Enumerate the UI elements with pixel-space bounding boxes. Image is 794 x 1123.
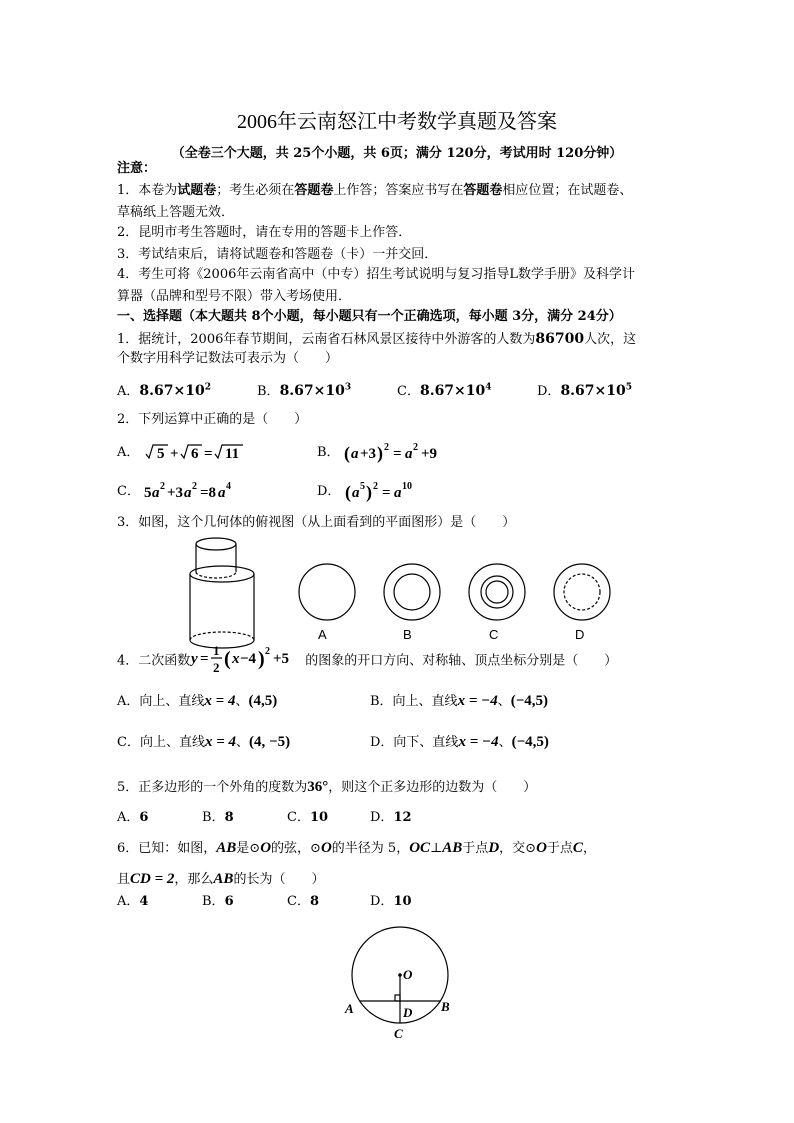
svg-text:4: 4 (226, 480, 232, 492)
svg-text:(: ( (224, 648, 231, 670)
q4-option-b[interactable]: B．向上、直线x = −4、(−4,5) (370, 693, 549, 709)
note-3: 3．考试结束后，请将试题卷和答题卷（卡）一并交回． (117, 247, 438, 262)
svg-text:+3: +3 (167, 484, 184, 501)
svg-text:a: a (184, 484, 192, 501)
svg-text:x: x (232, 651, 240, 667)
svg-text:2: 2 (372, 480, 378, 492)
point-d-label: D (403, 1005, 413, 1020)
svg-text:y: y (191, 651, 198, 667)
q3-label-b: B (403, 627, 412, 642)
note-1-line-2: 草稿纸上答题无效． (117, 205, 235, 220)
q5-option-c[interactable]: C．10 (287, 810, 329, 825)
q1-option-a[interactable]: A．$8.67\times 10^2$ (117, 382, 211, 399)
svg-text:2: 2 (213, 660, 220, 675)
svg-text:2: 2 (192, 480, 198, 492)
q3-label-a: A (318, 627, 327, 642)
q3-label-c: C (489, 627, 499, 642)
q3-label-d: D (575, 627, 585, 642)
svg-text:+9: +9 (420, 445, 437, 462)
q4-function-formula (190, 643, 305, 675)
q5-option-b[interactable]: B．8 (202, 810, 234, 825)
svg-text:−4: −4 (240, 651, 257, 667)
svg-text:2: 2 (265, 646, 271, 657)
q4-stem: 4．二次函数 y = 1 2 ( x −4 ) 2 +5 的图象的开口方向、对称轴、顶点坐标分别是（ ） (117, 643, 618, 675)
q1-stem-line-2: 个数字用科学记数法可表示为（ ） (117, 351, 339, 366)
svg-text:+3: +3 (359, 445, 376, 462)
q4-option-d[interactable]: D．向下、直线x = −4、(−4,5) (370, 734, 549, 750)
svg-text:+: + (169, 445, 179, 462)
svg-text:): ) (376, 442, 383, 463)
q6-option-d[interactable]: D．10 (370, 894, 412, 909)
exam-subtitle: （全卷三个大题，共 25个小题，共 6页；满分 120分，考试用时 120分钟） (171, 146, 623, 161)
q2-formula-d (345, 481, 425, 503)
svg-text:2: 2 (412, 441, 418, 453)
svg-text:): ) (258, 648, 265, 670)
svg-text:5: 5 (359, 480, 365, 492)
q6-stem-line-1: 6．已知：如图，AB是⊙O的弦，⊙O的半径为 5，OC⊥AB于点D，交⊙O于点C， (117, 840, 596, 856)
note-1-line-1: 1．本卷为试题卷；考生必须在答题卷上作答；答案应书写在答题卷相应位置；在试题卷、 (117, 183, 633, 198)
svg-text:2: 2 (383, 441, 389, 453)
option-d-view-figure (550, 560, 615, 625)
point-a-label: A (345, 1001, 354, 1016)
svg-text:2: 2 (160, 480, 166, 492)
q5-option-a[interactable]: A．6 (117, 810, 149, 825)
svg-text:a: a (350, 445, 359, 462)
q2-formula-c (144, 481, 254, 503)
q6-option-a[interactable]: A．4 (117, 894, 149, 909)
note-2: 2．昆明市考生答题时，请在专用的答题卡上作答． (117, 225, 412, 240)
q2-option-b[interactable]: B． ( a +3 ) 2 = a 2 +9 (317, 441, 459, 464)
circle-chord-figure (335, 925, 465, 1045)
svg-text:a: a (152, 484, 160, 501)
q6-stem-line-2: 且CD = 2，那么AB的长为（ ） (117, 871, 325, 887)
q1-option-d[interactable]: D．$8.67\times 10^5$ (537, 382, 633, 399)
point-c-label: C (394, 1026, 403, 1041)
svg-text:=: = (203, 445, 213, 462)
q6-option-b[interactable]: B．6 (202, 894, 234, 909)
svg-text:1: 1 (213, 643, 220, 658)
svg-text:=: = (381, 484, 391, 501)
option-a-view-figure (295, 560, 360, 625)
svg-text:5: 5 (156, 445, 165, 462)
note-4-line-2: 算器（品牌和型号不限）带入考场使用． (117, 289, 352, 304)
svg-text:=8: =8 (200, 484, 217, 501)
point-o-label: O (403, 967, 413, 982)
q1-stem-line-1: 1．据统计，2006年春节期间，云南省石林风景区接待中外游客的人数为86700人次，这 (117, 331, 637, 347)
q5-stem: 5．正多边形的一个外角的度数为36°，则这个正多边形的边数为（ ） (117, 779, 537, 795)
q3-stem: 3．如图，这个几何体的俯视图（从上面看到的平面图形）是（ ） (117, 515, 516, 530)
option-c-view-figure (465, 560, 530, 625)
cylinder-figure (185, 532, 265, 652)
q4-option-c[interactable]: C．向上、直线x = 4、(4, −5) (117, 734, 291, 750)
notes-heading: 注意： (117, 161, 157, 176)
svg-text:6: 6 (190, 445, 199, 462)
page-title: 2006年云南怒江中考数学真题及答案 (237, 111, 557, 133)
svg-text:+5: +5 (273, 651, 290, 667)
option-b-view-figure (380, 560, 445, 625)
svg-text:(: ( (343, 442, 350, 463)
point-b-label: B (441, 999, 450, 1014)
svg-text:a: a (393, 484, 402, 501)
q2-stem: 2．下列运算中正确的是（ ） (117, 412, 308, 427)
q6-option-c[interactable]: C．8 (287, 894, 319, 909)
svg-text:a: a (404, 445, 413, 462)
q2-option-d[interactable]: D． ( a 5 ) 2 = a 10 (317, 480, 425, 503)
svg-text:(: ( (344, 481, 351, 502)
q2-formula-a (144, 442, 244, 464)
q1-option-b[interactable]: B．$8.67\times 10^3$ (257, 382, 352, 399)
section-1-heading: 一、选择题（本大题共 8个小题，每小题只有一个正确选项，每小题 3分，满分 24分） (117, 309, 622, 324)
q2-formula-b (344, 442, 459, 464)
svg-text:11: 11 (224, 445, 239, 462)
q2-option-c[interactable]: C． 5 a 2 +3 a 2 =8 a 4 (117, 480, 254, 503)
note-4-line-1: 4．考生可将《2006年云南省高中（中专）招生考试说明与复习指导L数学手册》及科学计 (117, 267, 635, 282)
q2-option-a[interactable]: A． 5 + 6 = 11 (117, 441, 244, 464)
svg-text:): ) (365, 481, 372, 502)
svg-text:a: a (218, 484, 226, 501)
svg-text:=: = (200, 651, 209, 667)
q5-option-d[interactable]: D．12 (370, 810, 412, 825)
svg-text:5: 5 (144, 484, 152, 501)
q4-option-a[interactable]: A．向上、直线x = 4、(4,5) (117, 693, 278, 709)
svg-text:10: 10 (401, 480, 412, 492)
svg-text:=: = (392, 445, 402, 462)
svg-text:a: a (351, 484, 360, 501)
q1-option-c[interactable]: C．$8.67\times 10^4$ (397, 382, 492, 399)
